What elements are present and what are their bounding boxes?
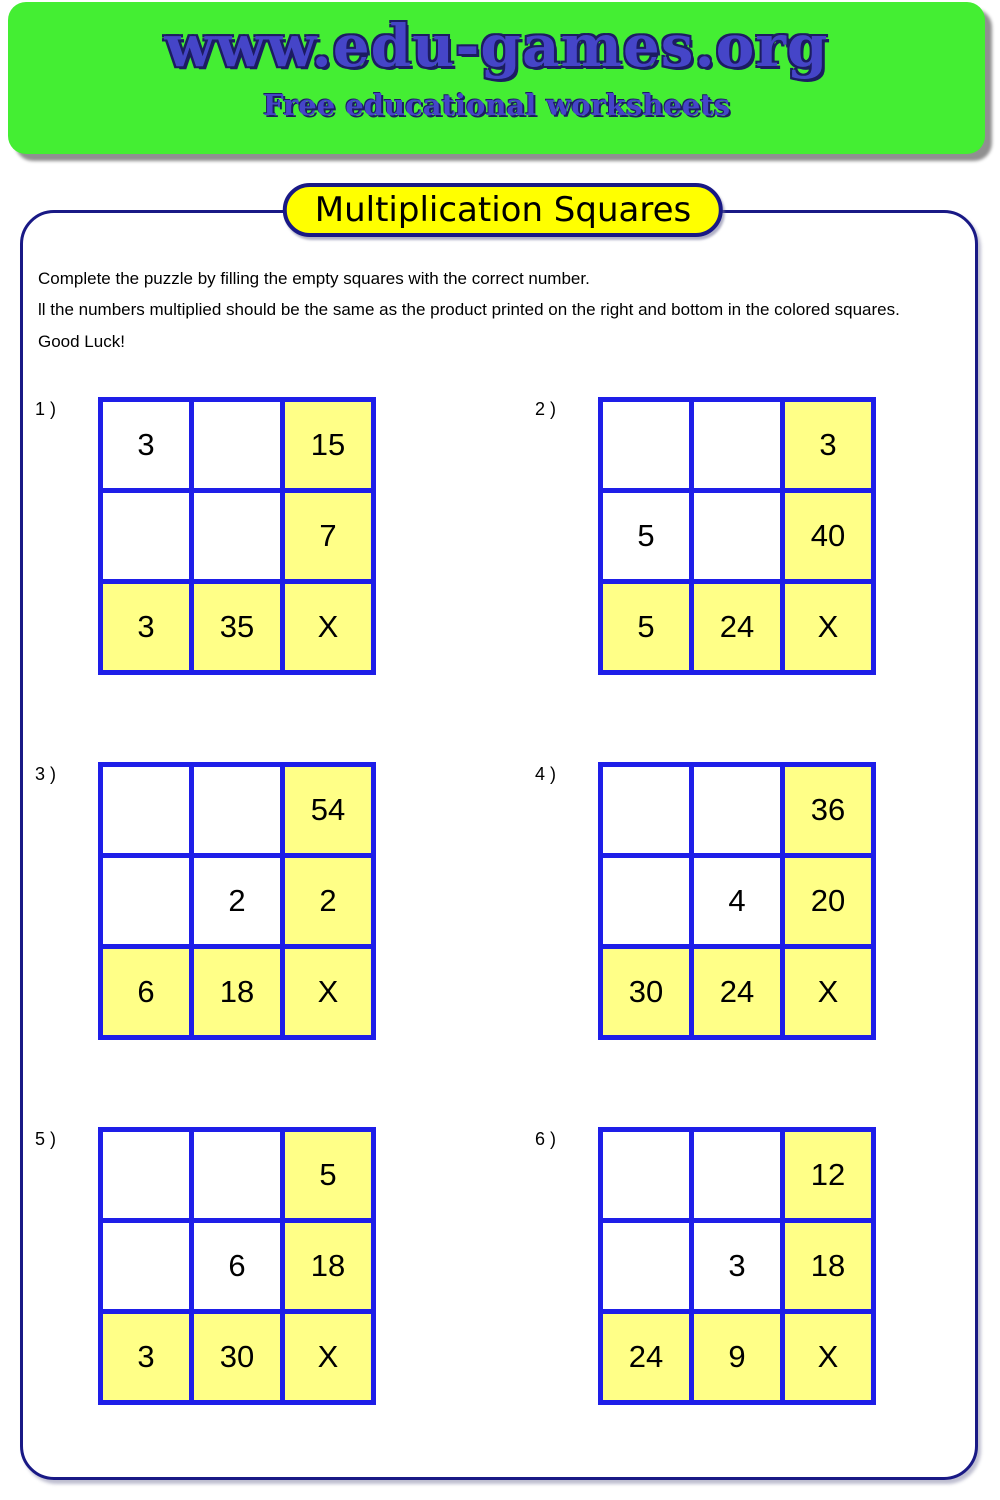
product-cell: 24 [694,949,780,1035]
product-cell: 30 [603,949,689,1035]
puzzle-grid [598,1127,876,1405]
multiply-symbol-cell: X [785,584,871,670]
product-cell: 7 [285,493,371,579]
answer-cell[interactable] [194,767,280,853]
product-cell: 3 [103,584,189,670]
given-cell: 3 [103,402,189,488]
puzzle-grid [598,397,876,675]
puzzle [535,397,876,675]
puzzle-grid [598,762,876,1040]
puzzle-label: 4 ) [535,764,557,784]
product-cell: 2 [285,858,371,944]
puzzle-grid [98,397,376,675]
given-cell: 4 [694,858,780,944]
header-banner [8,2,985,154]
product-cell: 18 [194,949,280,1035]
product-cell: 5 [603,584,689,670]
product-cell: 40 [785,493,871,579]
given-cell: 5 [603,493,689,579]
answer-cell[interactable] [103,858,189,944]
answer-cell[interactable] [694,767,780,853]
answer-cell[interactable] [694,1132,780,1218]
answer-cell[interactable] [603,402,689,488]
worksheet-title-bubble [283,183,723,237]
instruction-line: ll the numbers multiplied should be the same as the product printed on the right and bottom in the colored squares. [38,300,900,320]
answer-cell[interactable] [194,493,280,579]
answer-cell[interactable] [603,858,689,944]
multiply-symbol-cell: X [785,949,871,1035]
product-cell: 9 [694,1314,780,1400]
worksheet-title: Multiplication Squares [314,190,692,230]
site-title: www.edu-games.org [164,12,829,80]
multiply-symbol-cell: X [785,1314,871,1400]
multiply-symbol-cell: X [285,584,371,670]
puzzle [35,397,376,675]
product-cell: 5 [285,1132,371,1218]
answer-cell[interactable] [694,402,780,488]
site-subtitle: Free educational worksheets [262,88,731,122]
puzzle-grid [98,1127,376,1405]
product-cell: 24 [694,584,780,670]
product-cell: 30 [194,1314,280,1400]
product-cell: 12 [785,1132,871,1218]
answer-cell[interactable] [603,1132,689,1218]
instructions [38,268,953,362]
product-cell: 18 [785,1223,871,1309]
puzzle-label: 5 ) [35,1129,57,1149]
puzzle-label: 3 ) [35,764,57,784]
product-cell: 24 [603,1314,689,1400]
puzzle [535,1127,876,1405]
answer-cell[interactable] [194,402,280,488]
answer-cell[interactable] [694,493,780,579]
product-cell: 15 [285,402,371,488]
puzzle-label: 2 ) [535,399,557,419]
puzzle-grid [98,762,376,1040]
instruction-line: Good Luck! [38,331,125,351]
puzzle [35,762,376,1040]
answer-cell[interactable] [103,1132,189,1218]
multiply-symbol-cell: X [285,1314,371,1400]
instruction-line: Complete the puzzle by filling the empty squares with the correct number. [38,269,590,288]
product-cell: 3 [103,1314,189,1400]
product-cell: 20 [785,858,871,944]
multiply-symbol-cell: X [285,949,371,1035]
product-cell: 36 [785,767,871,853]
product-cell: 54 [285,767,371,853]
answer-cell[interactable] [103,1223,189,1309]
puzzle-label: 1 ) [35,399,57,419]
puzzle [35,1127,376,1405]
answer-cell[interactable] [194,1132,280,1218]
product-cell: 18 [285,1223,371,1309]
puzzle-label: 6 ) [535,1129,557,1149]
answer-cell[interactable] [603,1223,689,1309]
given-cell: 6 [194,1223,280,1309]
answer-cell[interactable] [103,767,189,853]
answer-cell[interactable] [103,493,189,579]
given-cell: 2 [194,858,280,944]
given-cell: 3 [694,1223,780,1309]
puzzle [535,762,876,1040]
answer-cell[interactable] [603,767,689,853]
product-cell: 3 [785,402,871,488]
product-cell: 35 [194,584,280,670]
product-cell: 6 [103,949,189,1035]
